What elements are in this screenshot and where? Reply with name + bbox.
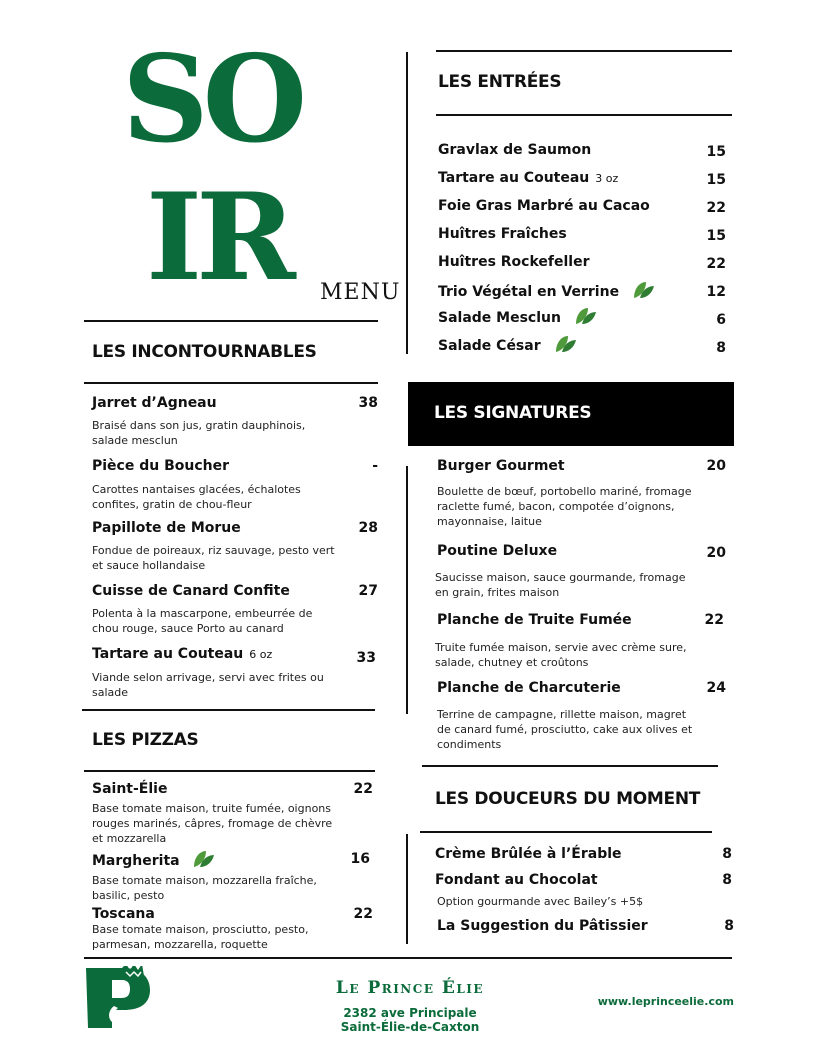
address-line-1: 2382 ave Principale: [343, 1006, 477, 1020]
signature-description: Boulette de bœuf, portobello mariné, fromage raclette fumé, bacon, compotée d’oignons, mayonnaise, laitue: [437, 485, 692, 528]
dessert-price: 8: [722, 872, 732, 888]
entree-price: 15: [706, 144, 726, 160]
main-dish-name: Jarret d’Agneau: [92, 395, 217, 411]
signature-description: Terrine de campagne, rillette maison, magret de canard fumé, prosciutto, cake aux olives et condiments: [437, 708, 693, 751]
entree-price: 22: [706, 256, 726, 272]
pizza-price: 22: [353, 906, 373, 922]
entree-price: 12: [706, 284, 726, 300]
main-dish-description: Viande selon arrivage, servi avec frites ou salade: [92, 671, 324, 699]
portion-size: 6 oz: [249, 648, 273, 661]
entree-name: Salade Mesclun: [438, 306, 598, 330]
dessert-name: Fondant au Chocolat: [435, 872, 598, 888]
dessert-price: 8: [722, 846, 732, 862]
signature-price: 24: [706, 680, 726, 696]
signature-price: 20: [706, 458, 726, 474]
pizza-price: 22: [353, 781, 373, 797]
main-dish-price: 33: [356, 650, 376, 666]
menu-title-ir: IR: [146, 167, 290, 308]
main-dish-name: Pièce du Boucher: [92, 458, 230, 474]
entree-price: 8: [716, 340, 726, 356]
main-dish-name: Cuisse de Canard Confite: [92, 583, 290, 599]
pizza-description: Base tomate maison, mozzarella fraîche, basilic, pesto: [92, 874, 317, 902]
divider: [82, 709, 375, 711]
entree-name: Salade César: [438, 334, 578, 358]
divider: [436, 114, 732, 116]
brand-logo: [86, 966, 154, 1030]
divider: [84, 382, 378, 384]
section-title-douceurs: LES DOUCEURS DU MOMENT: [435, 789, 701, 809]
leaf-icon: [192, 849, 216, 873]
pizza-name: Toscana: [92, 906, 155, 922]
divider: [84, 770, 375, 772]
footer-divider: [84, 957, 732, 959]
entree-name: Trio Végétal en Verrine: [438, 280, 656, 304]
pizza-name: Margherita: [92, 849, 216, 873]
main-dish-price: 38: [358, 395, 378, 411]
section-title-entrees: LES ENTRÉES: [438, 72, 562, 92]
divider: [420, 831, 712, 833]
entree-name: Gravlax de Saumon: [438, 142, 592, 158]
address-line-2: Saint-Élie-de-Caxton: [340, 1020, 480, 1034]
entree-name: Huîtres Rockefeller: [438, 254, 590, 270]
vertical-divider-top: [406, 52, 408, 354]
leaf-icon: [554, 334, 578, 358]
divider: [84, 320, 378, 322]
divider: [422, 765, 718, 767]
main-dish-name: Tartare au Couteau 6 oz: [92, 646, 273, 662]
main-dish-description: Carottes nantaises glacées, échalotes confites, gratin de chou-fleur: [92, 483, 301, 511]
main-dish-name: Papillote de Morue: [92, 520, 241, 536]
signature-name: Burger Gourmet: [437, 458, 565, 474]
menu-subtitle: MENU: [320, 280, 401, 305]
menu-title-so: SO: [122, 29, 302, 170]
section-title-pizzas: LES PIZZAS: [92, 730, 199, 750]
entree-name: Foie Gras Marbré au Cacao: [438, 198, 650, 214]
main-dish-price: 28: [358, 520, 378, 536]
dessert-price: 8: [724, 918, 734, 934]
signature-price: 22: [704, 612, 724, 628]
main-dish-description: Fondue de poireaux, riz sauvage, pesto vert et sauce hollandaise: [92, 544, 335, 572]
pizza-price: 16: [350, 851, 370, 867]
website-link[interactable]: www.leprinceelie.com: [597, 995, 734, 1008]
signature-description: Truite fumée maison, servie avec crème sure, salade, chutney et croûtons: [435, 641, 687, 669]
pizza-name: Saint-Élie: [92, 781, 168, 797]
signature-name: Planche de Truite Fumée: [437, 612, 632, 628]
leaf-icon: [574, 306, 598, 330]
section-title-incontournables: LES INCONTOURNABLES: [92, 342, 317, 362]
pizza-description: Base tomate maison, prosciutto, pesto, parmesan, mozzarella, roquette: [92, 923, 309, 951]
brand-name: Le Prince Élie: [335, 978, 485, 998]
signature-description: Saucisse maison, sauce gourmande, fromage en grain, frites maison: [435, 571, 686, 599]
dessert-name: Crème Brûlée à l’Érable: [435, 846, 622, 862]
vertical-divider-bottom: [406, 834, 408, 944]
signature-price: 20: [706, 545, 726, 561]
main-dish-description: Braisé dans son jus, gratin dauphinois, salade mesclun: [92, 419, 306, 447]
signatures-header-box: [408, 382, 734, 446]
signature-name: Poutine Deluxe: [437, 543, 558, 559]
entree-price: 15: [706, 172, 726, 188]
main-dish-price: 27: [358, 583, 378, 599]
entree-name: Huîtres Fraîches: [438, 226, 567, 242]
portion-size: 3 oz: [595, 172, 619, 185]
entree-price: 6: [716, 312, 726, 328]
section-title-signatures: LES SIGNATURES: [434, 403, 592, 423]
divider: [436, 50, 732, 52]
vertical-divider-middle: [406, 466, 408, 714]
leaf-icon: [632, 280, 656, 304]
dessert-description: Option gourmande avec Bailey’s +5$: [437, 895, 644, 908]
entree-price: 15: [706, 228, 726, 244]
pizza-description: Base tomate maison, truite fumée, oignons rouges marinés, câpres, fromage de chèvre et mozzarella: [92, 802, 333, 845]
signature-name: Planche de Charcuterie: [437, 680, 621, 696]
entree-price: 22: [706, 200, 726, 216]
main-dish-price: -: [372, 458, 378, 474]
main-dish-description: Polenta à la mascarpone, embeurrée de chou rouge, sauce Porto au canard: [92, 607, 313, 635]
entree-name: Tartare au Couteau 3 oz: [438, 170, 619, 186]
dessert-name: La Suggestion du Pâtissier: [437, 918, 648, 934]
